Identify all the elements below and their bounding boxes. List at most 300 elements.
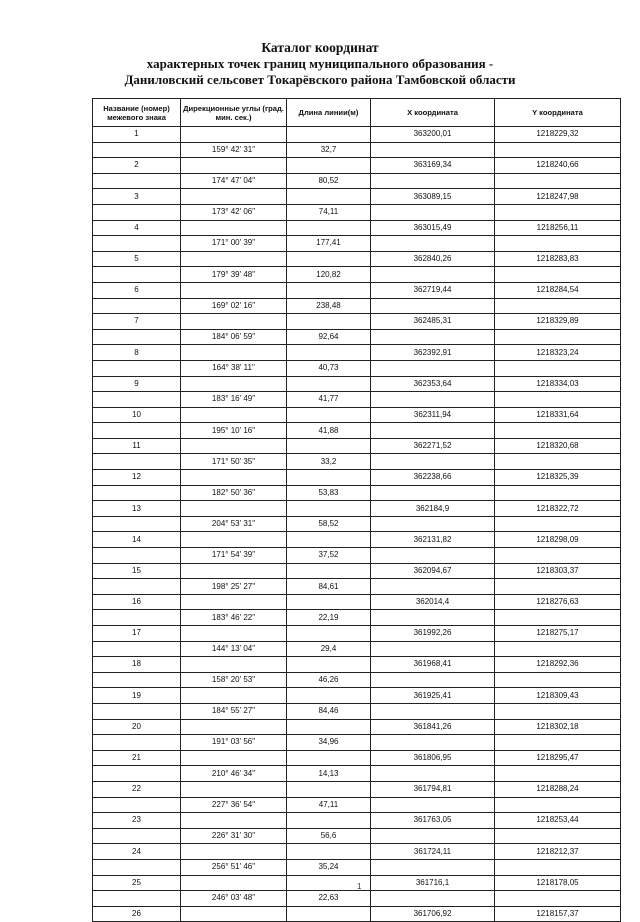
- header-angle: Дирекционные углы (град. мин. сек.): [181, 99, 287, 127]
- empty-cell: [181, 501, 287, 517]
- y-coordinate: 1218240,66: [495, 158, 621, 174]
- direction-angle: 183° 16' 49": [181, 392, 287, 408]
- empty-cell: [181, 345, 287, 361]
- empty-cell: [93, 173, 181, 189]
- empty-cell: [93, 423, 181, 439]
- table-row: [93, 844, 621, 860]
- empty-cell: [371, 548, 495, 564]
- empty-cell: [181, 657, 287, 673]
- direction-angle: 159° 42' 31": [181, 142, 287, 158]
- table-row: [93, 781, 621, 797]
- table-row: [93, 548, 621, 564]
- table-row: [93, 407, 621, 423]
- empty-cell: [495, 891, 621, 907]
- point-number: 2: [93, 158, 181, 174]
- line-length: 177,41: [287, 236, 371, 252]
- empty-cell: [181, 594, 287, 610]
- empty-cell: [495, 610, 621, 626]
- table-row: [93, 345, 621, 361]
- table-row: [93, 298, 621, 314]
- table-row: [93, 672, 621, 688]
- empty-cell: [93, 236, 181, 252]
- empty-cell: [495, 173, 621, 189]
- empty-cell: [495, 236, 621, 252]
- line-length: 74,11: [287, 204, 371, 220]
- y-coordinate: 1218309,43: [495, 688, 621, 704]
- direction-angle: 183° 46' 22": [181, 610, 287, 626]
- empty-cell: [287, 594, 371, 610]
- x-coordinate: 361794,81: [371, 781, 495, 797]
- point-number: 6: [93, 282, 181, 298]
- empty-cell: [287, 813, 371, 829]
- table-row: [93, 797, 621, 813]
- x-coordinate: 362353,64: [371, 376, 495, 392]
- table-row: [93, 813, 621, 829]
- empty-cell: [371, 610, 495, 626]
- table-row: [93, 610, 621, 626]
- line-length: 56,6: [287, 828, 371, 844]
- y-coordinate: 1218178,05: [495, 875, 621, 891]
- direction-angle: 198° 25' 27": [181, 579, 287, 595]
- empty-cell: [495, 579, 621, 595]
- y-coordinate: 1218292,36: [495, 657, 621, 673]
- empty-cell: [371, 828, 495, 844]
- point-number: 23: [93, 813, 181, 829]
- direction-angle: 144° 13' 04": [181, 641, 287, 657]
- x-coordinate: 363089,15: [371, 189, 495, 205]
- table-row: [93, 204, 621, 220]
- line-length: 46,26: [287, 672, 371, 688]
- empty-cell: [93, 797, 181, 813]
- table-header-row: [93, 99, 621, 127]
- y-coordinate: 1218212,37: [495, 844, 621, 860]
- table-row: [93, 329, 621, 345]
- point-number: 13: [93, 501, 181, 517]
- empty-cell: [93, 485, 181, 501]
- empty-cell: [181, 189, 287, 205]
- line-length: 22,19: [287, 610, 371, 626]
- table-row: [93, 454, 621, 470]
- empty-cell: [371, 579, 495, 595]
- empty-cell: [181, 875, 287, 891]
- empty-cell: [181, 376, 287, 392]
- table-row: [93, 314, 621, 330]
- line-length: 238,48: [287, 298, 371, 314]
- table-row: [93, 267, 621, 283]
- x-coordinate: 361706,92: [371, 906, 495, 922]
- empty-cell: [495, 329, 621, 345]
- empty-cell: [93, 454, 181, 470]
- line-length: 58,52: [287, 516, 371, 532]
- empty-cell: [287, 688, 371, 704]
- line-length: 41,77: [287, 392, 371, 408]
- y-coordinate: 1218284,54: [495, 282, 621, 298]
- table-row: [93, 516, 621, 532]
- empty-cell: [495, 859, 621, 875]
- empty-cell: [495, 735, 621, 751]
- empty-cell: [287, 501, 371, 517]
- y-coordinate: 1218229,32: [495, 127, 621, 143]
- direction-angle: 210° 46' 34": [181, 766, 287, 782]
- empty-cell: [371, 204, 495, 220]
- x-coordinate: 361716,1: [371, 875, 495, 891]
- empty-cell: [287, 719, 371, 735]
- x-coordinate: 361724,11: [371, 844, 495, 860]
- empty-cell: [93, 516, 181, 532]
- empty-cell: [287, 750, 371, 766]
- x-coordinate: 362719,44: [371, 282, 495, 298]
- empty-cell: [93, 298, 181, 314]
- empty-cell: [495, 142, 621, 158]
- direction-angle: 173° 42' 06": [181, 204, 287, 220]
- table-row: [93, 703, 621, 719]
- empty-cell: [287, 438, 371, 454]
- empty-cell: [93, 891, 181, 907]
- line-length: 41,88: [287, 423, 371, 439]
- direction-angle: 169° 02' 16": [181, 298, 287, 314]
- table-row: [93, 641, 621, 657]
- empty-cell: [181, 438, 287, 454]
- point-number: 11: [93, 438, 181, 454]
- table-row: [93, 828, 621, 844]
- table-row: [93, 859, 621, 875]
- point-number: 17: [93, 626, 181, 642]
- x-coordinate: 361992,26: [371, 626, 495, 642]
- direction-angle: 256° 51' 46": [181, 859, 287, 875]
- table-row: [93, 251, 621, 267]
- direction-angle: 246° 03' 48": [181, 891, 287, 907]
- empty-cell: [495, 423, 621, 439]
- empty-cell: [371, 859, 495, 875]
- table-row: [93, 626, 621, 642]
- empty-cell: [181, 532, 287, 548]
- point-number: 5: [93, 251, 181, 267]
- empty-cell: [181, 626, 287, 642]
- point-number: 18: [93, 657, 181, 673]
- point-number: 25: [93, 875, 181, 891]
- empty-cell: [287, 158, 371, 174]
- table-row: [93, 532, 621, 548]
- empty-cell: [371, 142, 495, 158]
- line-length: 80,52: [287, 173, 371, 189]
- y-coordinate: 1218276,63: [495, 594, 621, 610]
- y-coordinate: 1218331,64: [495, 407, 621, 423]
- y-coordinate: 1218322,72: [495, 501, 621, 517]
- empty-cell: [371, 703, 495, 719]
- empty-cell: [181, 407, 287, 423]
- table-row: [93, 579, 621, 595]
- line-length: 120,82: [287, 267, 371, 283]
- empty-cell: [287, 251, 371, 267]
- point-number: 9: [93, 376, 181, 392]
- empty-cell: [181, 688, 287, 704]
- y-coordinate: 1218325,39: [495, 470, 621, 486]
- empty-cell: [93, 548, 181, 564]
- empty-cell: [287, 220, 371, 236]
- table-row: [93, 392, 621, 408]
- table-row: [93, 563, 621, 579]
- empty-cell: [93, 204, 181, 220]
- empty-cell: [287, 563, 371, 579]
- line-length: 29,4: [287, 641, 371, 657]
- empty-cell: [287, 470, 371, 486]
- x-coordinate: 362131,82: [371, 532, 495, 548]
- line-length: 22,63: [287, 891, 371, 907]
- y-coordinate: 1218334,03: [495, 376, 621, 392]
- empty-cell: [93, 579, 181, 595]
- empty-cell: [93, 703, 181, 719]
- x-coordinate: 362094,67: [371, 563, 495, 579]
- point-number: 1: [93, 127, 181, 143]
- empty-cell: [371, 797, 495, 813]
- empty-cell: [495, 516, 621, 532]
- empty-cell: [287, 345, 371, 361]
- empty-cell: [181, 220, 287, 236]
- header-y: Y координата: [495, 99, 621, 127]
- x-coordinate: 362238,66: [371, 470, 495, 486]
- empty-cell: [495, 766, 621, 782]
- point-number: 21: [93, 750, 181, 766]
- empty-cell: [287, 282, 371, 298]
- header-length: Длина линии(м): [287, 99, 371, 127]
- x-coordinate: 361763,05: [371, 813, 495, 829]
- empty-cell: [93, 610, 181, 626]
- empty-cell: [495, 703, 621, 719]
- direction-angle: 195° 10' 16": [181, 423, 287, 439]
- empty-cell: [495, 392, 621, 408]
- line-length: 84,61: [287, 579, 371, 595]
- empty-cell: [181, 282, 287, 298]
- x-coordinate: 361841,26: [371, 719, 495, 735]
- empty-cell: [287, 127, 371, 143]
- line-length: 53,83: [287, 485, 371, 501]
- empty-cell: [93, 267, 181, 283]
- direction-angle: 164° 38' 11": [181, 360, 287, 376]
- empty-cell: [181, 813, 287, 829]
- empty-cell: [495, 204, 621, 220]
- table-row: [93, 127, 621, 143]
- table-row: [93, 906, 621, 922]
- empty-cell: [287, 189, 371, 205]
- direction-angle: 204° 53' 31": [181, 516, 287, 532]
- empty-cell: [495, 360, 621, 376]
- empty-cell: [495, 672, 621, 688]
- empty-cell: [287, 532, 371, 548]
- empty-cell: [287, 626, 371, 642]
- x-coordinate: 362014,4: [371, 594, 495, 610]
- empty-cell: [181, 314, 287, 330]
- direction-angle: 227° 36' 54": [181, 797, 287, 813]
- page-number: 1: [357, 882, 362, 891]
- line-length: 35,24: [287, 859, 371, 875]
- y-coordinate: 1218253,44: [495, 813, 621, 829]
- point-number: 4: [93, 220, 181, 236]
- header-x: X координата: [371, 99, 495, 127]
- empty-cell: [371, 236, 495, 252]
- empty-cell: [181, 844, 287, 860]
- empty-cell: [371, 454, 495, 470]
- empty-cell: [287, 844, 371, 860]
- x-coordinate: 362485,31: [371, 314, 495, 330]
- empty-cell: [371, 392, 495, 408]
- x-coordinate: 361925,41: [371, 688, 495, 704]
- empty-cell: [181, 781, 287, 797]
- x-coordinate: 362840,26: [371, 251, 495, 267]
- point-number: 15: [93, 563, 181, 579]
- y-coordinate: 1218256,11: [495, 220, 621, 236]
- y-coordinate: 1218320,68: [495, 438, 621, 454]
- table-row: [93, 142, 621, 158]
- empty-cell: [495, 797, 621, 813]
- empty-cell: [495, 267, 621, 283]
- empty-cell: [495, 641, 621, 657]
- table-row: [93, 360, 621, 376]
- line-length: 32,7: [287, 142, 371, 158]
- direction-angle: 179° 39' 48": [181, 267, 287, 283]
- title-line-2: характерных точек границ муниципального образования -: [146, 56, 494, 71]
- y-coordinate: 1218283,83: [495, 251, 621, 267]
- empty-cell: [371, 672, 495, 688]
- point-number: 12: [93, 470, 181, 486]
- x-coordinate: 362184,9: [371, 501, 495, 517]
- point-number: 3: [93, 189, 181, 205]
- line-length: 37,52: [287, 548, 371, 564]
- y-coordinate: 1218247,98: [495, 189, 621, 205]
- empty-cell: [287, 657, 371, 673]
- table-row: [93, 485, 621, 501]
- empty-cell: [371, 766, 495, 782]
- empty-cell: [371, 516, 495, 532]
- empty-cell: [287, 376, 371, 392]
- empty-cell: [93, 766, 181, 782]
- empty-cell: [93, 641, 181, 657]
- y-coordinate: 1218302,18: [495, 719, 621, 735]
- empty-cell: [93, 828, 181, 844]
- empty-cell: [371, 641, 495, 657]
- direction-angle: 226° 31' 30": [181, 828, 287, 844]
- empty-cell: [181, 750, 287, 766]
- x-coordinate: 361806,95: [371, 750, 495, 766]
- y-coordinate: 1218329,89: [495, 314, 621, 330]
- table-row: [93, 470, 621, 486]
- table-row: [93, 220, 621, 236]
- empty-cell: [181, 127, 287, 143]
- empty-cell: [371, 267, 495, 283]
- point-number: 10: [93, 407, 181, 423]
- empty-cell: [371, 329, 495, 345]
- empty-cell: [93, 735, 181, 751]
- empty-cell: [495, 828, 621, 844]
- y-coordinate: 1218298,09: [495, 532, 621, 548]
- direction-angle: 174° 47' 04": [181, 173, 287, 189]
- table-row: [93, 688, 621, 704]
- y-coordinate: 1218157,37: [495, 906, 621, 922]
- direction-angle: 171° 54' 39": [181, 548, 287, 564]
- empty-cell: [93, 329, 181, 345]
- empty-cell: [181, 719, 287, 735]
- empty-cell: [371, 173, 495, 189]
- empty-cell: [371, 423, 495, 439]
- coordinates-table: [92, 98, 621, 922]
- line-length: 47,11: [287, 797, 371, 813]
- point-number: 8: [93, 345, 181, 361]
- point-number: 24: [93, 844, 181, 860]
- title-line-3: Даниловский сельсовет Токарёвского района Тамбовской области: [124, 72, 516, 87]
- point-number: 20: [93, 719, 181, 735]
- empty-cell: [287, 906, 371, 922]
- y-coordinate: 1218323,24: [495, 345, 621, 361]
- line-length: 84,46: [287, 703, 371, 719]
- point-number: 7: [93, 314, 181, 330]
- y-coordinate: 1218303,37: [495, 563, 621, 579]
- table-row: [93, 158, 621, 174]
- line-length: 34,96: [287, 735, 371, 751]
- x-coordinate: 362392,91: [371, 345, 495, 361]
- direction-angle: 158° 20' 53": [181, 672, 287, 688]
- empty-cell: [93, 859, 181, 875]
- line-length: 92,64: [287, 329, 371, 345]
- title-line-1: Каталог координат: [261, 40, 379, 55]
- x-coordinate: 362271,52: [371, 438, 495, 454]
- direction-angle: 184° 06' 59": [181, 329, 287, 345]
- table-row: [93, 282, 621, 298]
- empty-cell: [371, 298, 495, 314]
- y-coordinate: 1218288,24: [495, 781, 621, 797]
- direction-angle: 171° 00' 39": [181, 236, 287, 252]
- table-row: [93, 173, 621, 189]
- empty-cell: [287, 314, 371, 330]
- empty-cell: [495, 548, 621, 564]
- point-number: 16: [93, 594, 181, 610]
- table-row: [93, 501, 621, 517]
- line-length: 33,2: [287, 454, 371, 470]
- document-title: [0, 40, 640, 88]
- empty-cell: [181, 158, 287, 174]
- point-number: 22: [93, 781, 181, 797]
- empty-cell: [181, 470, 287, 486]
- table-row: [93, 376, 621, 392]
- empty-cell: [93, 672, 181, 688]
- table-body: [93, 127, 621, 922]
- table-row: [93, 719, 621, 735]
- direction-angle: 182° 50' 36": [181, 485, 287, 501]
- table-row: [93, 236, 621, 252]
- empty-cell: [93, 142, 181, 158]
- point-number: 14: [93, 532, 181, 548]
- table-row: [93, 423, 621, 439]
- table-row: [93, 438, 621, 454]
- x-coordinate: 363200,01: [371, 127, 495, 143]
- table-row: [93, 657, 621, 673]
- line-length: 40,73: [287, 360, 371, 376]
- empty-cell: [93, 360, 181, 376]
- empty-cell: [371, 735, 495, 751]
- table-row: [93, 766, 621, 782]
- empty-cell: [495, 485, 621, 501]
- x-coordinate: 361968,41: [371, 657, 495, 673]
- direction-angle: 191° 03' 56": [181, 735, 287, 751]
- empty-cell: [181, 251, 287, 267]
- y-coordinate: 1218275,17: [495, 626, 621, 642]
- table-row: [93, 891, 621, 907]
- empty-cell: [287, 781, 371, 797]
- table-row: [93, 594, 621, 610]
- direction-angle: 184° 55' 27": [181, 703, 287, 719]
- x-coordinate: 363015,49: [371, 220, 495, 236]
- x-coordinate: 363169,34: [371, 158, 495, 174]
- empty-cell: [495, 454, 621, 470]
- table-row: [93, 750, 621, 766]
